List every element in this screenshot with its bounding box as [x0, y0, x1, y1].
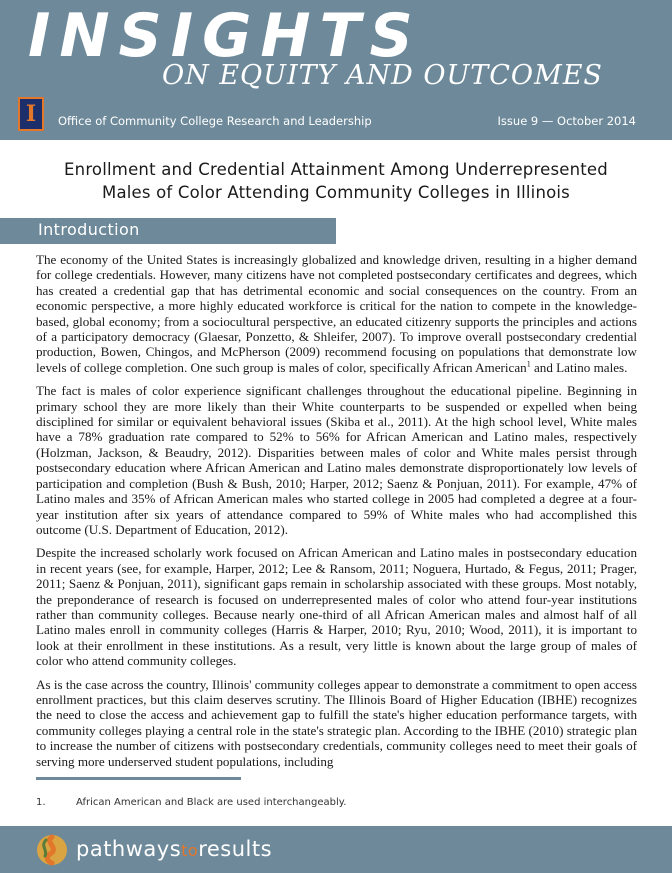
paragraph-1-tail: and Latino males.: [530, 359, 628, 375]
masthead: [0, 0, 672, 140]
masthead-title: INSIGHTS: [28, 1, 422, 71]
logo-letter: I: [25, 101, 37, 127]
footnote-number: 1.: [36, 797, 46, 808]
footer-bar: [0, 826, 672, 873]
university-logo: [18, 97, 44, 131]
article-body: [36, 252, 637, 777]
footnote-marker: 1: [526, 359, 531, 369]
footnote: [36, 797, 346, 808]
document-title-line-1: Enrollment and Credential Attainment Among Underrepresented: [64, 160, 608, 179]
masthead-subtitle: ON EQUITY AND OUTCOMES: [162, 60, 603, 91]
paragraph-1-text: The economy of the United States is increasingly globalized and knowledge driven, resulting in a higher demand for college credentials. However, many citizens have not completed postsecondary certificates and degrees, which has created a credential gap that has detrimental economic and social consequences on the country. From an economic perspective, a more highly educated workforce is critical for the nation to compete in the knowledge-based, global economy; from a sociocultural perspective, an educated citizenry supports the principles and actions of a participatory democracy (Glaesar, Ponzetto, & Shleifer, 2007). To improve overall postsecondary credential production, Bowen, Chingos, and McPherson (2009) recommend focusing on populations that demonstrate low levels of college completion. One such group is males of color, specifically African American: [36, 252, 637, 375]
pathways-logo-icon: [36, 834, 68, 866]
section-heading: Introduction: [38, 220, 140, 239]
footnote-divider: [36, 777, 241, 780]
paragraph-4: As is the case across the country, Illinois' community colleges appear to demonstrate a commitment to open access enrollment practices, but this claim deserves scrutiny. The Illinois Board of Higher Education (IBHE) recognizes the need to close the access and achievement gap to fulfill the state's higher education performance targets, with community colleges playing a central role in the state's strategic plan. According to the IBHE (2010) strategic plan to increase the number of citizens with postsecondary credentials, community colleges need to meet their goals of serving more underserved student populations, including: [36, 676, 637, 769]
paragraph-3: Despite the increased scholarly work focused on African American and Latino males in postsecondary education in recent years (see, for example, Harper, 2012; Lee & Ransom, 2011; Noguera, Hurtado, & Fegus, 2011; Prager, 2011; Saenz & Ponjuan, 2011), significant gaps remain in scholarship associated with these groups. Most notably, the preponderance of research is focused on underrepresented males of color who attend four-year institutions rather than community colleges. Because nearly one-third of all African American males and almost half of all Latino males enroll in community colleges (Harris & Harper, 2010; Ryu, 2010; Wood, 2011), it is important to look at their enrollment in these institutions. As a result, very little is known about the large group of males of color who attend community colleges.: [36, 545, 637, 669]
footnote-text: African American and Black are used interchangeably.: [76, 797, 347, 808]
paragraph-1: [36, 252, 637, 375]
paragraph-2: The fact is males of color experience significant challenges throughout the educational pipeline. Beginning in primary school they are more likely than their White counterparts to be suspended or expelled when being disciplined for similar or equivalent behavioral issues (Skiba et al., 2011). At the high school level, White males have a 78% graduation rate compared to 52% to 56% for African American and Latino males, respectively (Holzman, Jackson, & Beaudry, 2012). Disparities between males of color and White males persist through postsecondary education where African American and Latino males demonstrate disproportionately low levels of participation and completion (Bush & Bush, 2010; Harper, 2012; Saenz & Ponjuan, 2011). For example, 47% of Latino males and 35% of African American males who started college in 2005 had completed a degree at a four-year institution after six years of attendance compared to 59% of White males who had accomplished this outcome (U.S. Department of Education, 2012).: [36, 383, 637, 537]
issue-date: Issue 9 — October 2014: [497, 114, 636, 128]
section-heading-bar: [0, 218, 336, 244]
footer-brand-mid: to: [181, 841, 199, 860]
document-title-line-2: Males of Color Attending Community Colleges in Illinois: [102, 183, 570, 202]
footer-brand: [76, 837, 272, 861]
footer-brand-right: results: [198, 837, 273, 861]
document-title: [30, 158, 642, 204]
footer-brand-left: pathways: [76, 837, 182, 861]
office-name: Office of Community College Research and Leadership: [58, 114, 372, 128]
